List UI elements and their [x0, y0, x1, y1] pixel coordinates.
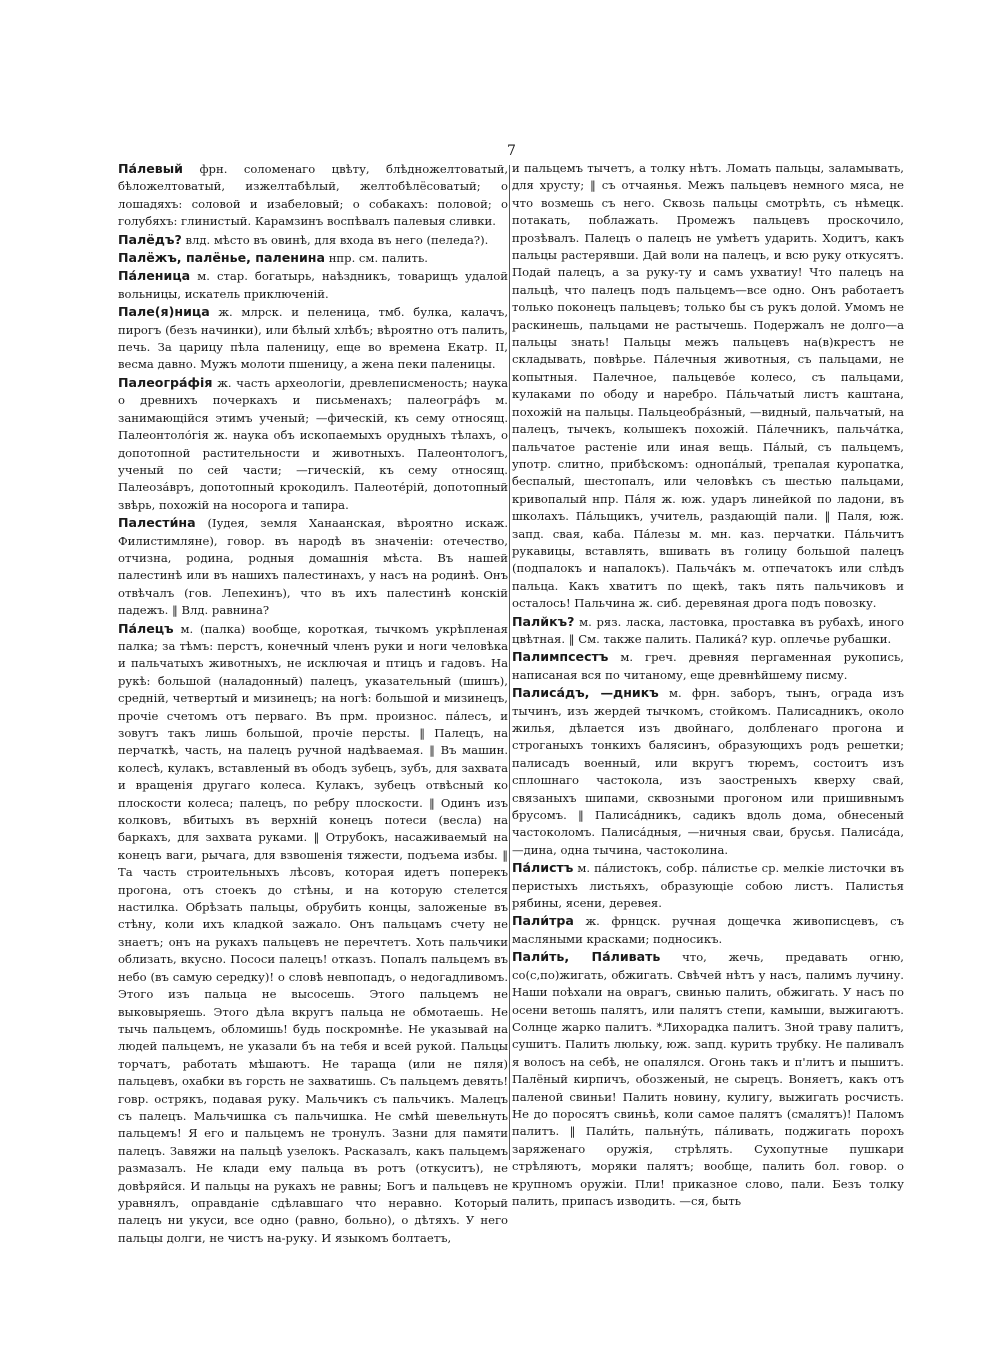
left-column [118, 160, 509, 1245]
entry-text: и пальцемъ тычетъ, а толку нѣтъ. Ломать пальцы, заламывать, для хрусту; ‖ съ отчаянья. Межъ пальцевъ немного мяса, не что возмешь съ него. Сквозь пальцы смотрѣть, съ нѣмецк. потакать, поблажать. Промежъ пальцевъ проскочило, прозѣвалъ. Палецъ о палецъ не умѣетъ ударить. Ходитъ, какъ пальцы растерявши. Дай воли на палецъ, и всю руку откусятъ. Подай палецъ, а за руку-ту и самъ ухватиу! Что палецъ на пальцѣ, что палецъ подъ пальцемъ—все одно. Онъ работаетъ только поконецъ пальцевъ; только бы съ рукъ долой. Умомъ не раскинешь, пальцами не растычешь. Подержалъ не долго—а пальцы знать! Пальцы межъ пальцевъ на(в)крестъ не складывать, повѣрье. Па́лечныя животныя, съ пальцами, не копытныя. Палечное, пальцево́е колесо, съ пальцами, кулаками по ободу и наребро. Па́льчатый листъ каштана, похожій на пальцы. Пальцеобра́зный, —видный, пальчатый, на палецъ, тычекъ, колышекъ похожій. Па́лечникъ, пальча́тка, пальчатое растеніе или иная вещь. Па́лый, съ пальцемъ, употр. слитно, прибѣскомъ: однопа́лый, трепалая куропатка, беспалый, шестопалъ, или человѣкъ съ шестью пальцами, кривопалый нпр. Па́ля ж. юж. ударъ линейкой по ладони, въ школахъ. Па́льщикъ, учитель, раздающій пали. ‖ Паля, юж. запд. свая, каба. Па́лезы м. мн. каз. перчатки. Па́льчитъ рукавицы, вставлять, вшивать въ голицу большой палецъ (подпалокъ и напалокъ). Пальча́къ м. отпечатокъ или слѣдъ пальца. Какъ хватитъ по щекѣ, такъ пять пальчиковъ и осталось! Пальчина ж. сиб. деревяная дрога подъ повозку. [512, 161, 904, 611]
entry-text: нпр. см. палить. [328, 251, 428, 266]
entry-text: ж. фрнцск. ручная дощечка живописцевъ, съ масляными красками; подносикъ. [512, 914, 905, 946]
entry-text: м. фрн. заборъ, тынъ, ограда изъ тычинъ, изъ жердей тычкомъ, стойкомъ. Палисадникъ, около жилья, дѣлается изъ двойнаго, долбленаго прогона и строганыхъ тонкихъ балясинъ, образующихъ родъ решетки; палисадъ военный, или вкругъ тюремъ, состоитъ изъ сплошнаго частокола, изъ заостреныхъ кверху свай, связаныхъ шипами, сквозными прогоном или пришивнымъ брусомъ. ‖ Палиса́дникъ, садикъ вдоль дома, обнесеный частоколомъ. Палиса́дныя, —ничныя сваи, брусья. Палиса́да,—дина, одна тычина, частоколина. [512, 686, 905, 857]
dictionary-entry [512, 859, 904, 912]
headword: Палести́на [118, 515, 196, 531]
right-column [512, 160, 905, 1208]
dictionary-entry [118, 267, 508, 303]
column-divider [509, 165, 510, 1160]
entry-text: влд. мѣсто въ овинѣ, для входа въ него (пеледа?). [185, 232, 489, 247]
headword: Палёжъ, палёнье, паленина [118, 250, 325, 266]
headword: Па́леница [118, 268, 191, 284]
entry-text: м. па́листокъ, собр. па́листье ср. мелкіе листочки въ перистыхъ листьяхъ, образующіе собою листъ. Палистья рябины, ясени, деревея. [512, 861, 904, 911]
dictionary-entry [118, 231, 508, 249]
dictionary-entry [118, 514, 508, 619]
dictionary-entry [118, 374, 508, 514]
headword: Пали́тра [512, 913, 574, 929]
dictionary-entry [118, 249, 508, 267]
entry-text: м. греч. древняя пергаменная рукопись, написаная вся по читаному, еще древнѣйшему писму. [512, 650, 904, 682]
entry-text: м. (палка) вообще, короткая, тычкомъ укрѣпленая палка; за тѣмъ: перстъ, конечный членъ руки и ноги человѣка и пальчатыхъ животныхъ, не исключая и птицъ и гадовъ. На рукѣ: большой (наладонный) палецъ, указательный (шишъ), средній, четвертый и мизинецъ; на ногѣ: большой и мизинецъ, прочіе счетомъ отъ перваго. Въ прм. произнос. пáлесъ, и зовутъ такъ лишь большой, прочіе персты. ‖ Палецъ, на перчаткѣ, часть, на палецъ ручной надѣваемая. ‖ Въ машин. колесѣ, кулакъ, вставленый въ ободъ зубецъ, зубъ, для захвата и вращенія другаго колеса. Кулакъ, зубецъ отвѣсный ко плоскости колеса; палецъ, по ребру плоскости. ‖ Одинъ изъ колковъ, вбитыхъ въ верхній конецъ потеси (весла) на баркахъ, для захвата руками. ‖ Отрубокъ, насаживаемый на конецъ ваги, рычага, для взвошенія тяжести, подъема избы. ‖ Та часть строительныхъ лѣсовъ, которая идетъ поперекъ прогона, отъ стоекъ до стѣны, и на которую стелется настилка. Обрѣзать пальцы, обрубить концы, заложеные въ стѣну, коли ихъ кладкой зажало. Онъ пальцамъ счету не знаетъ; онъ на рукахъ пальцевъ не перечтетъ. Хоть пальчики облизать, вкусно. Пососи палецъ! отказъ. Попалъ пальцемъ въ небо (въ самую середку)! о словѣ невпопадъ, о недогадливомъ. Этого изъ пальца не высосешь. Этого пальцемъ не выковыряешь. Этого дѣла вкругъ пальца не обмотаешь. Не тычь пальцемъ, обломишь! будь поскромнѣе. Не указывай на людей пальцемъ, не указали бъ на тебя и всей рукой. Пальцы торчатъ, работать мѣшаютъ. Не тараща (или не пяля) пальцевъ, охабки въ горсть не захватишь. Съ пальцемъ девять! говр. острякъ, подавая руку. Мальчикъ съ пальчикъ. Малецъ съ палецъ. Мальчишка съ пальчишка. Не смѣй шевельнуть пальцемъ! Я его и пальцемъ не тронулъ. Зазни для памяти палецъ. Завяжи на пальцѣ узелокъ. Расказалъ, какъ пальцемъ размазалъ. Не клади ему пальца въ ротъ (откуситъ), не довѣряйся. И пальцы на рукахъ не равны; Богъ и пальцевъ не уравнялъ, оправданіе сдѣлавшаго что неравно. Который палецъ ни укуси, все одно (равно, больно), о дѣтяхъ. У него пальцы долги, не чистъ на-руку. И языкомъ болтаетъ, [118, 621, 509, 1245]
dictionary-entry [512, 912, 904, 948]
dictionary-entry [512, 613, 904, 649]
entry-text: ж. часть археологіи, древлеписменость; наука о древнихъ почеркахъ и письменахъ; палеогра́фъ м. занимающійся этимъ ученый; —фическій, къ сему относящ. Палеонтоло́гія ж. наука объ ископаемыхъ орудныхъ тѣлахъ, о допотопной растительности и животныхъ. Палеонтологъ, ученый по сей части; —гическій, къ сему относящ. Палеоза́връ, допотопный крокодилъ. Палеоте́рій, допотопный звѣрь, похожій на носорога и тапира. [118, 375, 508, 512]
headword: Палёдъ? [118, 231, 182, 247]
dictionary-entry [118, 303, 508, 374]
entry-text: фрн. соломенаго цвѣту, блѣдножелтоватый, бѣложелтоватый, изжелтабѣлый, желтобѣлёсоватый; о лошадяхъ: соловой и изабеловый; о собакахъ: половой; о голубяхъ: глинистый. Карамзинъ воспѣвалъ палевыя сливки. [118, 162, 509, 229]
page-number: 7 [507, 143, 516, 159]
headword: Пале(я)ница [118, 304, 210, 320]
headword: Па́левый [118, 161, 183, 176]
headword: Па́лецъ [118, 620, 174, 636]
dictionary-entry [118, 620, 508, 1248]
headword: Палйкъ? [512, 613, 575, 629]
entry-text: (Іудея, земля Ханаанская, вѣроятно искаж. Филистимляне), говор. въ народѣ въ значеніи: отечество, отчизна, родина, родныя домашнія мѣста. Въ нашей палестинѣ или въ нашихъ палестинахъ, у насъ на родинѣ. Онъ отвѣчалъ (гов. Лепехинъ), что въ ихъ палестинѣ конскій падежъ. ‖ Влд. равнина? [118, 516, 508, 618]
dictionary-entry [512, 648, 904, 684]
entry-text: что, жечь, предавать огню, со(с,по)жигать, обжигать. Свѣчей нѣтъ у насъ, палимъ лучину. Наши поѣхали на оврагъ, свинью палить, обжигать. У насъ по осени ветошь палятъ, или палятъ степи, камыши, выжигаютъ. Солнце жарко палитъ. *Лихорадка палитъ. Зной траву палитъ, сушитъ. Палить люльку, юж. запд. курить трубку. Не паливалъ я волосъ на себѣ, не опалялся. Огонь такъ и п'литъ и пышитъ. Палёный кирпичъ, обозженый, не сырецъ. Воняетъ, какъ отъ паленой свиньи! Палить новину, кулигу, выжигать росчисть. Не до поросятъ свиньѣ, коли самое палятъ (смалятъ)! Паломъ палитъ. ‖ Пали́ть, пальну́ть, па́ливать, поджигать порохъ заряженаго оружія, стрѣлять. Сухопутные пушкари стрѣляютъ, моряки палятъ; вообще, палить бол. говор. о крупномъ оружіи. Пли! приказное слово, пали. Безъ толку палить, припасъ изводить. —ся, быть [512, 950, 904, 1208]
entry-text: м. ряз. ласка, ластовка, проставка въ рубахѣ, иного цвѣтная. ‖ См. также палить. Палика́? кур. оплечье рубашки. [512, 614, 904, 646]
entry-text: ж. млрск. и пеленица, тмб. булка, калачъ, пирогъ (безъ начинки), или бѣлый хлѣбъ; вѣроятно отъ палить, печь. За царицу пѣла паленицу, еще во времена Екатр. II, весма давно. Мужъ молоти пшеницу, а жена пеки паленицы. [118, 305, 508, 372]
dictionary-entry [512, 160, 904, 613]
headword: Палимпсестъ [512, 649, 609, 665]
headword: Палеогра́фія [118, 374, 213, 390]
headword: Палиса́дъ, —дникъ [512, 685, 659, 701]
entry-text: м. стар. богатырь, наѣздникъ, товарищъ удалой вольницы, искатель приключеній. [118, 269, 509, 301]
headword: Па́листъ [512, 860, 574, 876]
dictionary-entry [512, 948, 904, 1210]
dictionary-entry [118, 160, 508, 231]
headword: Пали́ть, Па́ливать [512, 949, 661, 965]
dictionary-entry [512, 684, 904, 859]
